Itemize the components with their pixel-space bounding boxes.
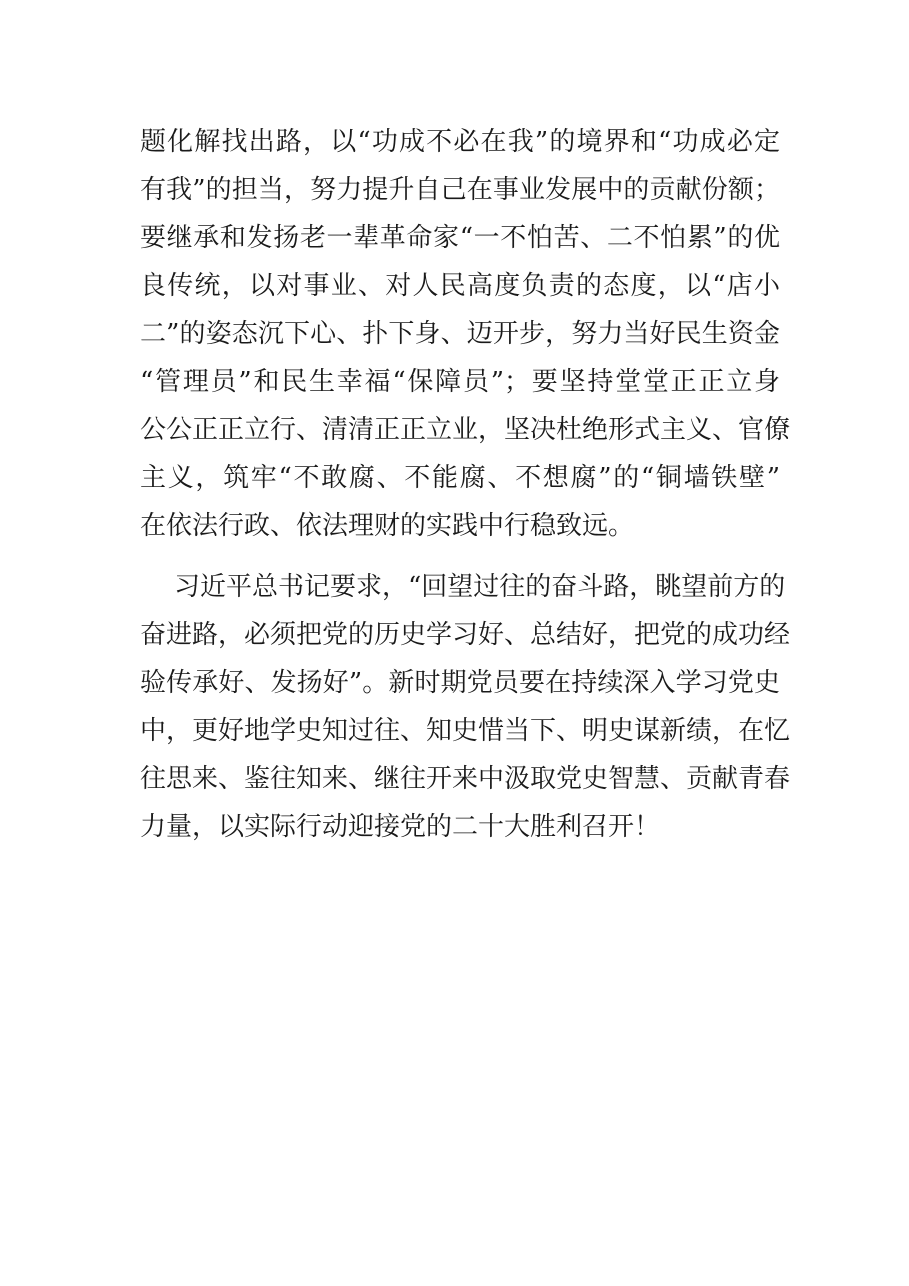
text-line: 习近平总书记要求，“回望过往的奋斗路，眺望前方的 [174,572,786,602]
paragraph [140,563,791,851]
text-line: 往思来、鉴往知来、继往开来中汲取党史智慧、贡献青春 [140,764,791,794]
paragraph [140,118,791,550]
text-line: 要继承和发扬老一辈革命家“一不怕苦、二不怕累”的优 [140,223,780,253]
text-line: 验传承好、发扬好”。新时期党员要在持续深入学习党史 [140,668,780,698]
text-line: 题化解找出路，以“功成不必在我”的境界和“功成必定 [140,127,780,157]
text-line: 奋进路，必须把党的历史学习好、总结好，把党的成功经 [140,620,791,650]
text-line: 良传统，以对事业、对人民高度负责的态度，以“店小 [140,271,780,301]
text-line: 在依法行政、依法理财的实践中行稳致远。 [140,511,635,541]
text-line: 二”的姿态沉下心、扑下身、迈开步，努力当好民生资金 [140,319,780,349]
text-line: 有我”的担当，努力提升自己在事业发展中的贡献份额； [140,175,780,205]
text-line: 公公正正立行、清清正正立业，坚决杜绝形式主义、官僚 [140,415,791,445]
text-line: “管理员”和民生幸福“保障员”；要坚持堂堂正正立身 [140,367,780,397]
text-line: 中，更好地学史知过往、知史惜当下、明史谋新绩，在忆 [140,716,791,746]
text-line: 主义，筑牢“不敢腐、不能腐、不想腐”的“铜墙铁壁” [140,463,780,493]
text-line: 力量，以实际行动迎接党的二十大胜利召开！ [140,812,661,842]
